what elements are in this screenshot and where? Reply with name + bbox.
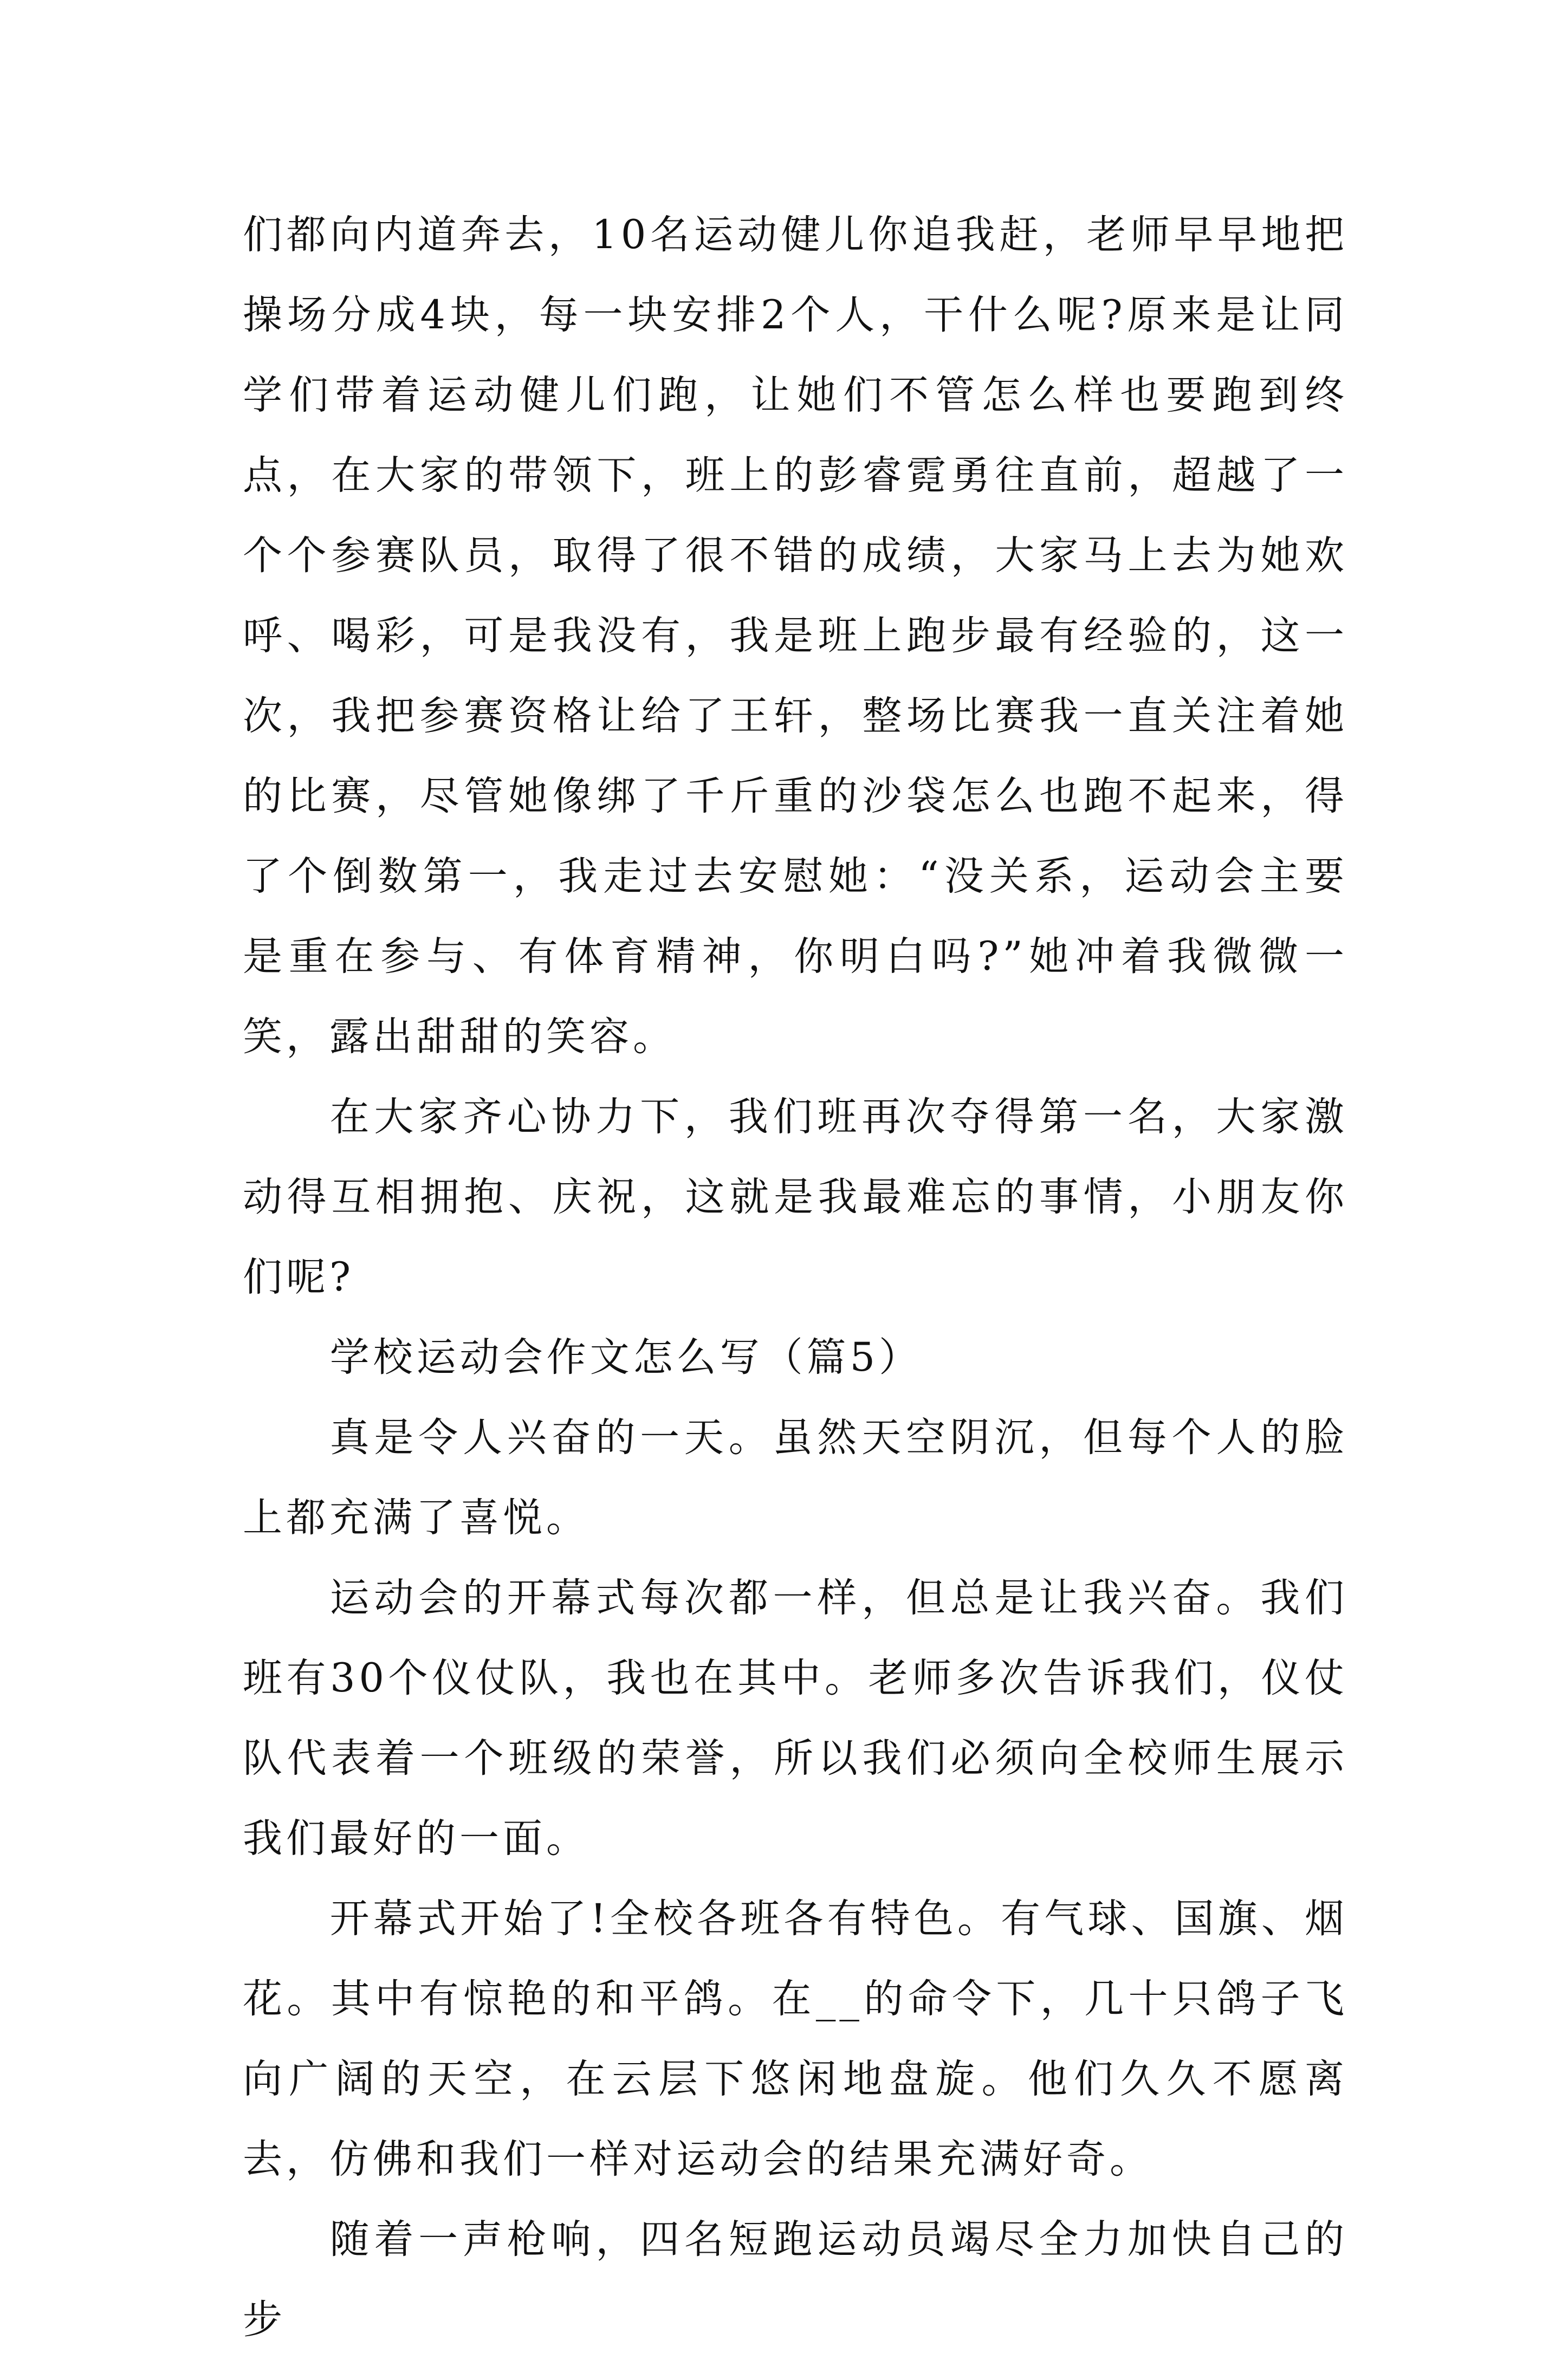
section-heading: 学校运动会作文怎么写（篇5） [329,1334,923,1380]
paragraph-1: 们都向内道奔去，10名运动健儿你追我赶，老师早早地把操场分成4块，每一块安排2个人，干什么呢?原来是让同学们带着运动健儿们跑，让她们不管怎么样也要跑到终点，在大家的带领下，班上的彭睿霓勇往直前，超越了一个个参赛队员，取得了很不错的成绩，大家马上去为她欢呼、喝彩，可是我没有，我是班上跑步最有经验的，这一次，我把参赛资格让给了王轩，整场比赛我一直关注着她的比赛，尽管她像绑了千斤重的沙袋怎么也跑不起来，得了个倒数第一，我走过去安慰她：“没关系，运动会主要是重在参与、有体育精神，你明白吗?”她冲着我微微一笑，露出甜甜的笑容。 [243,212,1348,1060]
paragraph-3: 真是令人兴奋的一天。虽然天空阴沉，但每个人的脸上都充满了喜悦。 [243,1415,1348,1541]
paragraph-5: 开幕式开始了!全校各班各有特色。有气球、国旗、烟花。其中有惊艳的和平鸽。在__的命令下，几十只鸽子飞向广阔的天空，在云层下悠闲地盘旋。他们久久不愿离去，仿佛和我们一样对运动会的结果充满好奇。 [243,1896,1348,2182]
body-text [243,195,1348,2360]
paragraph-4: 运动会的开幕式每次都一样，但总是让我兴奋。我们班有30个仪仗队，我也在其中。老师多次告诉我们，仪仗队代表着一个班级的荣誉，所以我们必须向全校师生展示我们最好的一面。 [243,1575,1348,1862]
paragraph-2: 在大家齐心协力下，我们班再次夺得第一名，大家激动得互相拥抱、庆祝，这就是我最难忘的事情，小朋友你们呢? [243,1094,1348,1300]
paragraph-6: 随着一声枪响，四名短跑运动员竭尽全力加快自己的步 [243,2216,1348,2343]
